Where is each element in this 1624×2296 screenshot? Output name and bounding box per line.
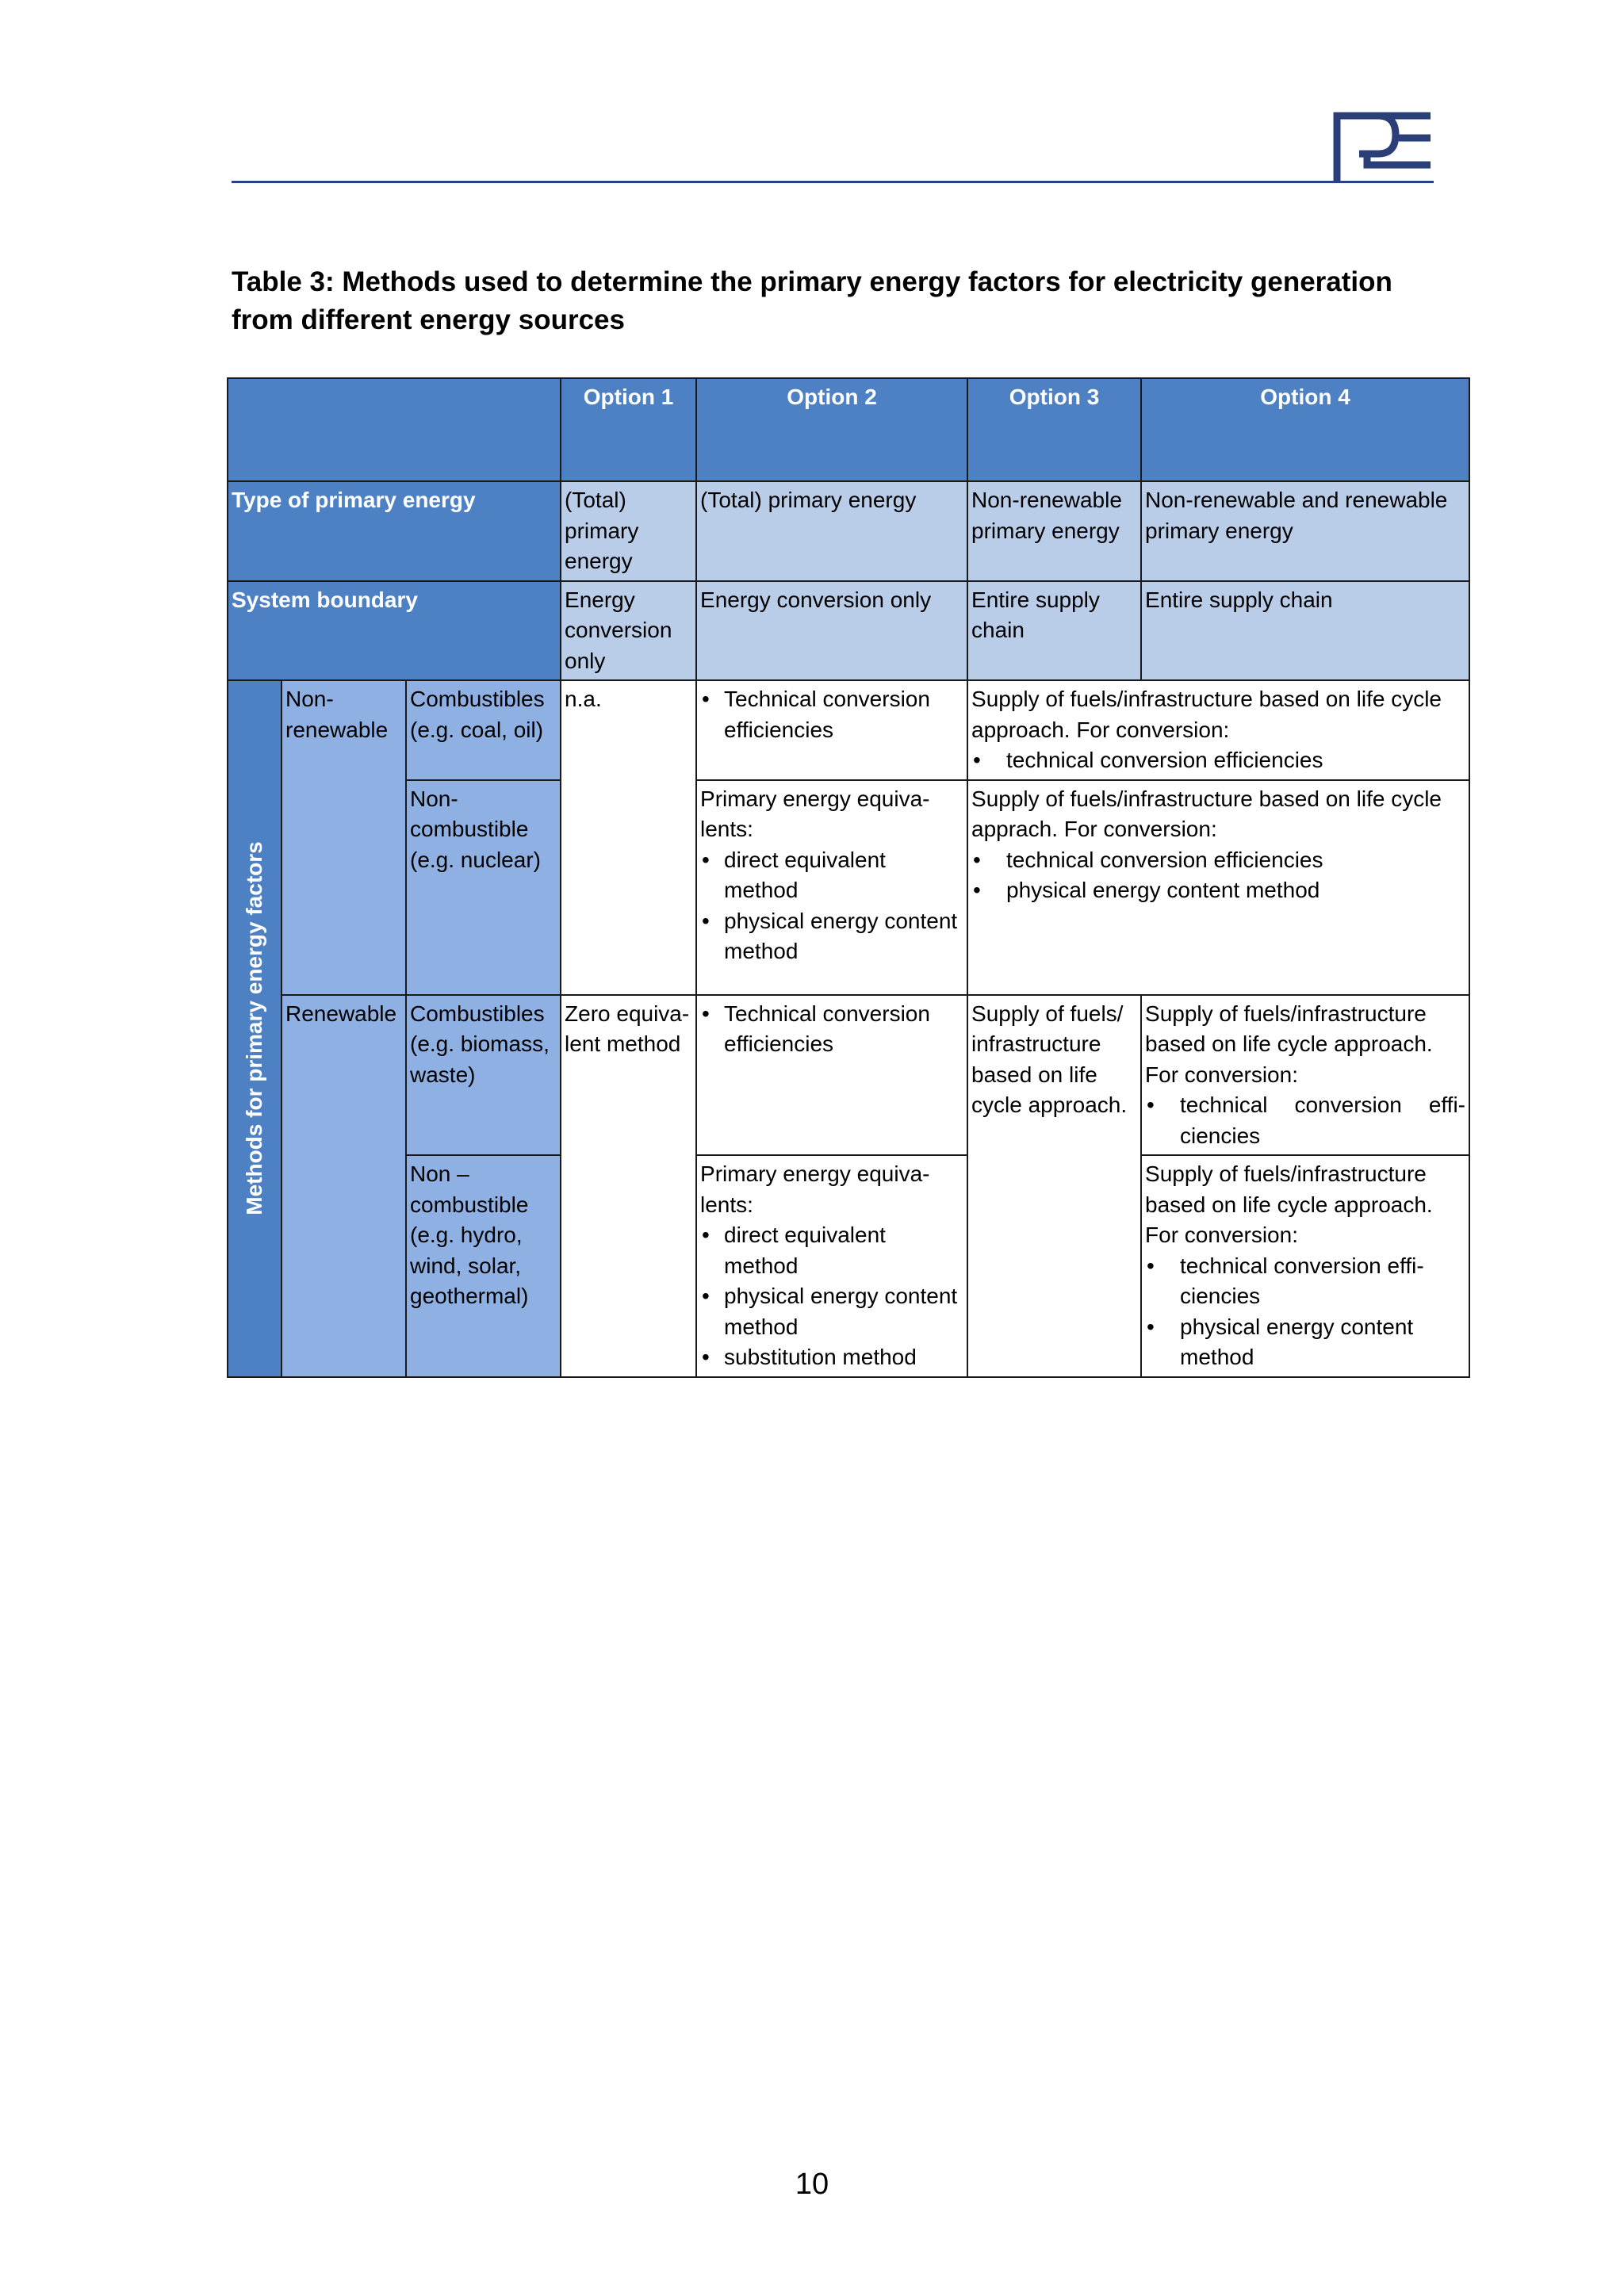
header-row bbox=[228, 378, 1469, 481]
bullet-item: • Technical conversion efficiencies bbox=[700, 684, 963, 745]
bullet-item: • direct equivalent method bbox=[700, 845, 963, 906]
type-option-1: (Total) primary energy bbox=[561, 481, 696, 581]
page-number: 10 bbox=[795, 2168, 829, 2201]
nonrenewable-combustibles-label: Combustibles (e.g. coal, oil) bbox=[406, 680, 561, 780]
boundary-option-2: Energy conversion only bbox=[696, 581, 967, 681]
bullet-item: • technical conversion effi-ciencies bbox=[1145, 1090, 1465, 1151]
renewable-label: Renewable bbox=[282, 995, 406, 1377]
bullet-item: • physical energy content method bbox=[971, 875, 1465, 906]
header-option-4: Option 4 bbox=[1141, 378, 1469, 481]
nonrenewable-comb-option-2 bbox=[696, 680, 967, 780]
type-option-3: Non-renewable primary energy bbox=[967, 481, 1141, 581]
header-option-2: Option 2 bbox=[696, 378, 967, 481]
methods-vertical-label bbox=[228, 680, 282, 1377]
type-option-2: (Total) primary energy bbox=[696, 481, 967, 581]
bullet-item: • technical conversion efficiencies bbox=[971, 745, 1465, 776]
renewable-noncomb-option-4 bbox=[1141, 1155, 1469, 1377]
nonrenewable-noncombustible-label: Non-combustible (e.g. nuclear) bbox=[406, 780, 561, 995]
renewable-combustibles-label: Combustibles (e.g. biomass, waste) bbox=[406, 995, 561, 1156]
boundary-option-3: Entire supply chain bbox=[967, 581, 1141, 681]
renewable-noncombustible-row bbox=[228, 1155, 1469, 1377]
renewable-combustibles-row bbox=[228, 995, 1469, 1156]
methods-table bbox=[227, 377, 1470, 1378]
renewable-noncombustible-label: Non – combustible (e.g. hydro, wind, solar, geothermal) bbox=[406, 1155, 561, 1377]
cell-text: Supply of fuels/infrastructure based on life cycle apprach. For conversion: bbox=[971, 786, 1442, 841]
type-row bbox=[228, 481, 1469, 581]
header-option-3: Option 3 bbox=[967, 378, 1141, 481]
nonrenewable-option-1: n.a. bbox=[561, 680, 696, 995]
renewable-comb-option-4 bbox=[1141, 995, 1469, 1156]
renewable-option-3: Supply of fuels/ infrastructure based on life cycle approach. bbox=[967, 995, 1141, 1377]
boundary-option-1: Energy conversion only bbox=[561, 581, 696, 681]
bullet-item: • Technical conversion efficiencies bbox=[700, 999, 963, 1060]
renewable-noncomb-option-2 bbox=[696, 1155, 967, 1377]
cell-text: Supply of fuels/infrastructure based on life cycle approach. For conversion: bbox=[971, 687, 1442, 742]
bullet-item: • direct equivalent method bbox=[700, 1220, 963, 1281]
cell-text: Supply of fuels/infrastructure based on life cycle approach. For conversion: bbox=[1145, 1001, 1433, 1087]
bullet-item: • physical energy content method bbox=[700, 906, 963, 967]
nonrenewable-noncomb-option-2 bbox=[696, 780, 967, 995]
boundary-option-4: Entire supply chain bbox=[1141, 581, 1469, 681]
bullet-item: • physical energy content method bbox=[1145, 1312, 1465, 1373]
table-caption: Table 3: Methods used to determine the primary energy factors for electricity generation from different energy sources bbox=[232, 266, 1392, 335]
cell-text: Primary energy equiva-lents: bbox=[700, 786, 930, 841]
header-option-1: Option 1 bbox=[561, 378, 696, 481]
type-label: Type of primary energy bbox=[228, 481, 561, 581]
pe-logo bbox=[1332, 98, 1431, 181]
boundary-label: System boundary bbox=[228, 581, 561, 681]
nonrenewable-noncomb-option-3-4 bbox=[967, 780, 1469, 995]
renewable-comb-option-2 bbox=[696, 995, 967, 1156]
header-rule bbox=[232, 181, 1434, 183]
boundary-row bbox=[228, 581, 1469, 681]
header-corner bbox=[228, 378, 561, 481]
cell-text: Supply of fuels/infrastructure based on life cycle approach. For conversion: bbox=[1145, 1161, 1433, 1247]
nonrenewable-combustibles-row bbox=[228, 680, 1469, 780]
type-option-4: Non-renewable and renewable primary energy bbox=[1141, 481, 1469, 581]
bullet-item: • technical conversion effi-ciencies bbox=[1145, 1251, 1465, 1312]
bullet-item: • substitution method bbox=[700, 1342, 963, 1373]
nonrenewable-label: Non-renewable bbox=[282, 680, 406, 995]
nonrenewable-noncombustible-row bbox=[228, 780, 1469, 995]
bullet-item: • physical energy content method bbox=[700, 1281, 963, 1342]
renewable-option-1: Zero equiva-lent method bbox=[561, 995, 696, 1377]
cell-text: Primary energy equiva-lents: bbox=[700, 1161, 930, 1217]
methods-label-text: Methods for primary energy factors bbox=[241, 841, 266, 1215]
bullet-item: • technical conversion efficiencies bbox=[971, 845, 1465, 876]
nonrenewable-comb-option-3-4 bbox=[967, 680, 1469, 780]
